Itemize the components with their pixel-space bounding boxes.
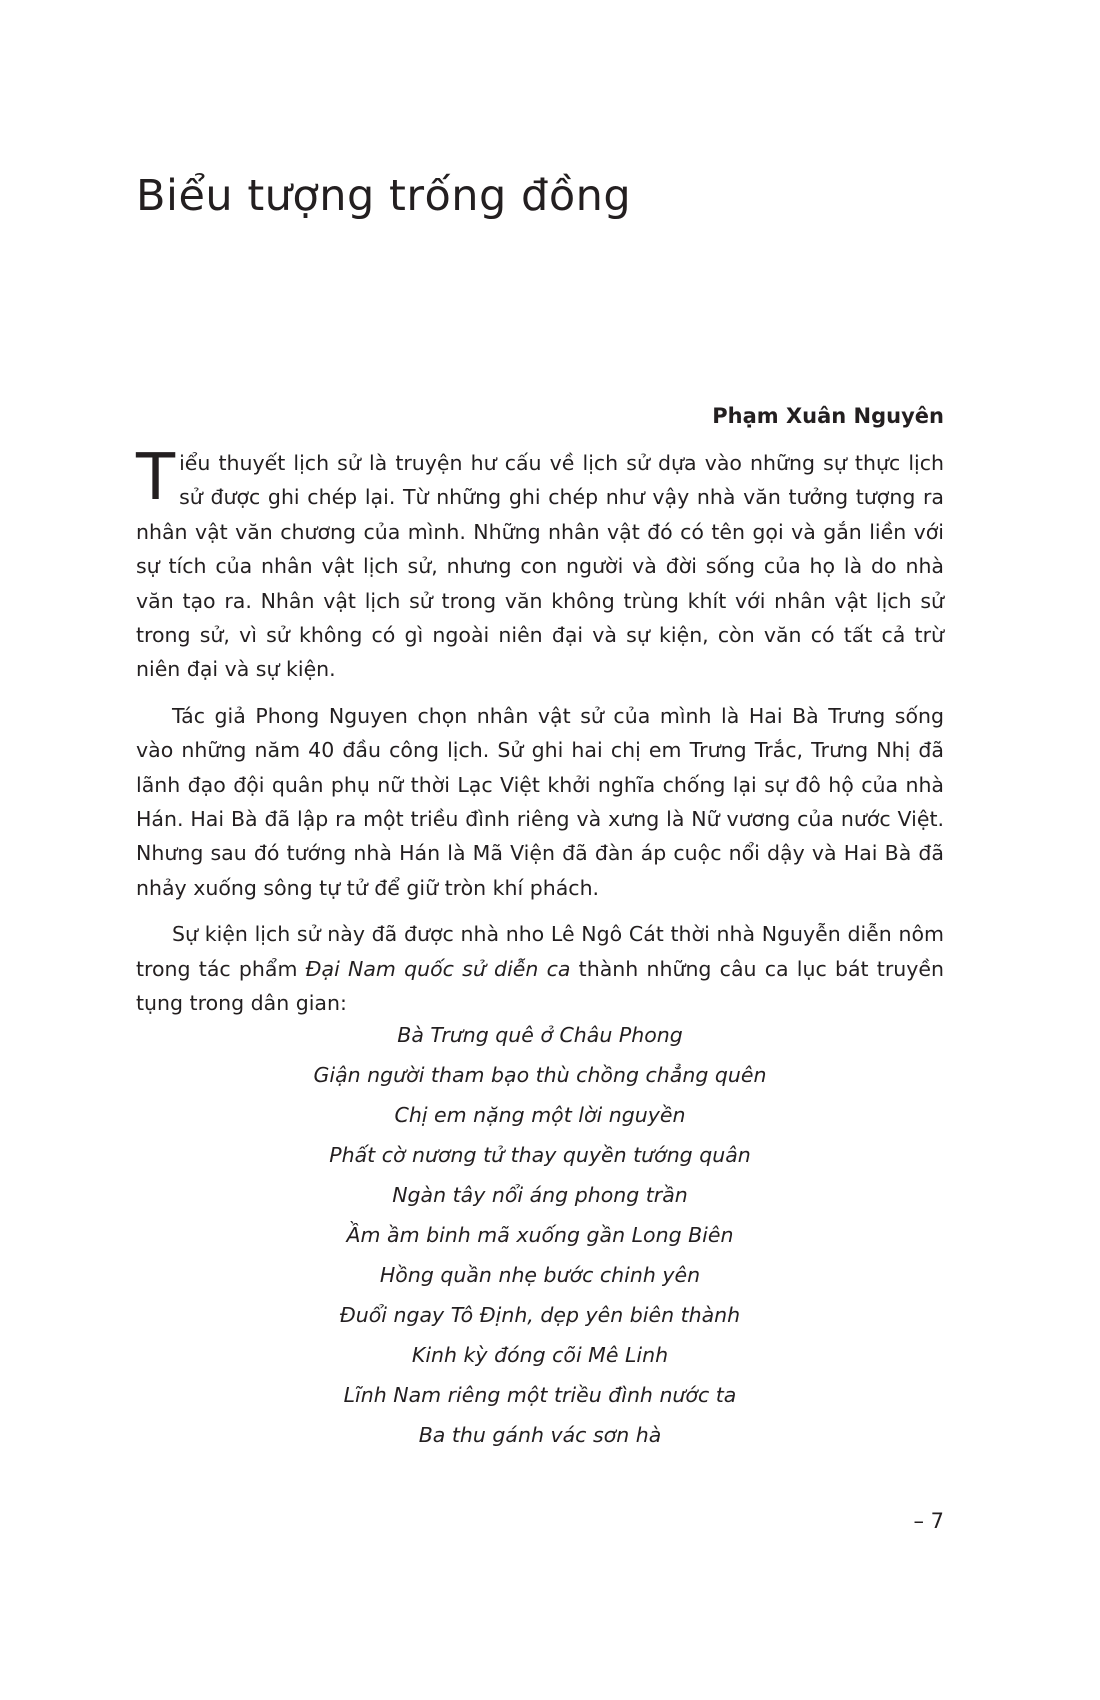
poem-line: Hồng quần nhẹ bước chinh yên — [379, 1263, 701, 1287]
paragraph-1-text: iểu thuyết lịch sử là truyện hư cấu về lịch sử dựa vào những sự thực lịch sử được ghi chép lại. Từ những ghi chép như vậy nhà văn tưởng tượng ra nhân vật văn chương của mình. Những nhân vật đó có tên gọi và gắn liền với sự tích của nhân vật lịch sử, nhưng con người và đời sống của họ là do nhà văn tạo ra. Nhân vật lịch sử trong văn không trùng khít với nhân vật lịch sử trong sử, vì sử không có gì ngoài niên đại và sự kiện, còn văn có tất cả trừ niên đại và sự kiện. — [136, 451, 944, 682]
poem-line: Kinh kỳ đóng cõi Mê Linh — [411, 1343, 669, 1367]
poem-line: Ngàn tây nổi áng phong trần — [392, 1183, 688, 1207]
poem-line: Ba thu gánh vác sơn hà — [418, 1423, 662, 1447]
paragraph-2: Tác giả Phong Nguyen chọn nhân vật sử của mình là Hai Bà Trưng sống vào những năm 40 đầu công lịch. Sử ghi hai chị em Trưng Trắc, Trưng Nhị đã lãnh đạo đội quân phụ nữ thời Lạc Việt khởi nghĩa chống lại sự đô hộ của nhà Hán. Hai Bà đã lập ra một triều đình riêng và xưng là Nữ vương của nước Việt. Nhưng sau đó tướng nhà Hán là Mã Viện đã đàn áp cuộc nổi dậy và Hai Bà đã nhảy xuống sông tự tử để giữ tròn khí phách. — [136, 703, 944, 900]
poem-line: Ầm ầm binh mã xuống gần Long Biên — [346, 1223, 734, 1247]
poem-line: Chị em nặng một lời nguyền — [394, 1103, 686, 1127]
paragraph-3-text-before: Sự kiện lịch sử này đã được nhà nho Lê Ngô Cát thời nhà Nguyễn diễn nôm trong tác phẩm — [136, 922, 944, 981]
poem-line: Đuổi ngay Tô Định, dẹp yên biên thành — [339, 1303, 741, 1327]
paragraph-3 — [136, 917, 944, 1020]
page-title: Biểu tượng trống đồng — [136, 171, 632, 221]
drop-cap: T — [136, 441, 176, 515]
page-number: – 7 — [913, 1509, 944, 1533]
paragraph-3-text-after: thành những câu ca lục bát truyền tụng trong dân gian: — [136, 956, 944, 1016]
poem-line: Phất cờ nương tử thay quyền tướng quân — [329, 1143, 751, 1167]
poem-line: Lĩnh Nam riêng một triều đình nước ta — [343, 1383, 737, 1407]
author-name: Phạm Xuân Nguyên — [712, 404, 944, 428]
poem — [136, 1015, 944, 1455]
paragraph-1 — [136, 441, 944, 687]
poem-line: Giận người tham bạo thù chồng chẳng quên — [313, 1063, 767, 1087]
work-title: Đại Nam quốc sử diễn ca — [305, 956, 571, 981]
body-text — [136, 441, 944, 1033]
poem-line: Bà Trưng quê ở Châu Phong — [397, 1023, 683, 1047]
